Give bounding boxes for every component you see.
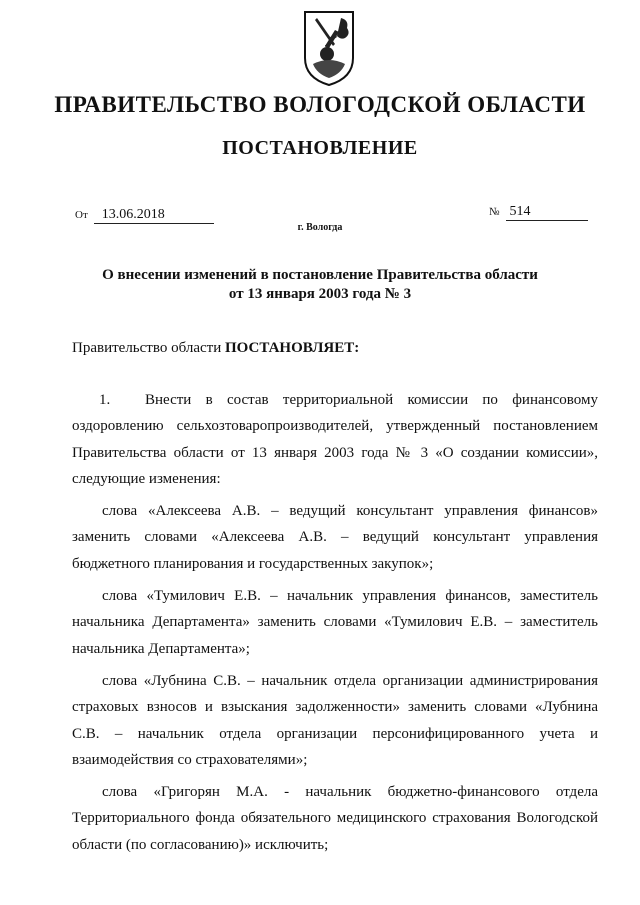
paragraph: слова «Лубнина С.В. – начальник отдела организации администрирования страховых взносов и взыскания задолженности» заменить словами «Лубнина С.В. – начальник отдела организации персонифицированного учета и взаимодействия со страхователями»; (72, 672, 598, 768)
heading-line-2: от 13 января 2003 года № 3 (228, 286, 412, 302)
paragraph: слова «Григорян М.А. - начальник бюджетно-финансового отдела Территориального фонда обязательного медицинского страхования Вологодской области (по согласованию)» исключить; (72, 784, 598, 853)
list-item (72, 387, 598, 492)
document-body (72, 387, 598, 864)
date-value: 13.06.2018 (94, 207, 214, 224)
number-prefix: № (489, 206, 500, 218)
decree-subject: Правительство области (72, 340, 222, 356)
number-line (489, 203, 588, 221)
item-text: Внести в состав территориальной комиссии по финансовому оздоровлению сельхозтоваропроизводителей, утвержденный постановлением Правительства области от 13 января 2003 года № 3 «О создании комиссии», следующие изменения: (72, 392, 598, 487)
number-value: 514 (506, 204, 588, 221)
document-heading (0, 266, 640, 304)
paragraph: слова «Алексеева А.В. – ведущий консультант управления финансов» заменить словами «Алексеева А.В. – ведущий консультант управления бюджетного планирования и государственных закупок»; (72, 503, 598, 572)
heading-line-1: О внесении изменений в постановление Правительства области (102, 267, 538, 283)
item-number: 1. (99, 392, 111, 408)
city: г. Вологда (297, 222, 343, 233)
vologda-coat-of-arms-icon (301, 8, 357, 88)
paragraph: слова «Тумилович Е.В. – начальник управления финансов, заместитель начальника Департамента» заменить словами «Тумилович Е.В. – заместитель начальника Департамента»; (72, 588, 598, 657)
decree-line (72, 340, 359, 357)
date-prefix: От (75, 209, 88, 221)
decree-verb: ПОСТАНОВЛЯЕТ: (224, 340, 360, 356)
document-type: ПОСТАНОВЛЕНИЕ (222, 137, 418, 159)
government-title: ПРАВИТЕЛЬСТВО ВОЛОГОДСКОЙ ОБЛАСТИ (54, 92, 586, 117)
